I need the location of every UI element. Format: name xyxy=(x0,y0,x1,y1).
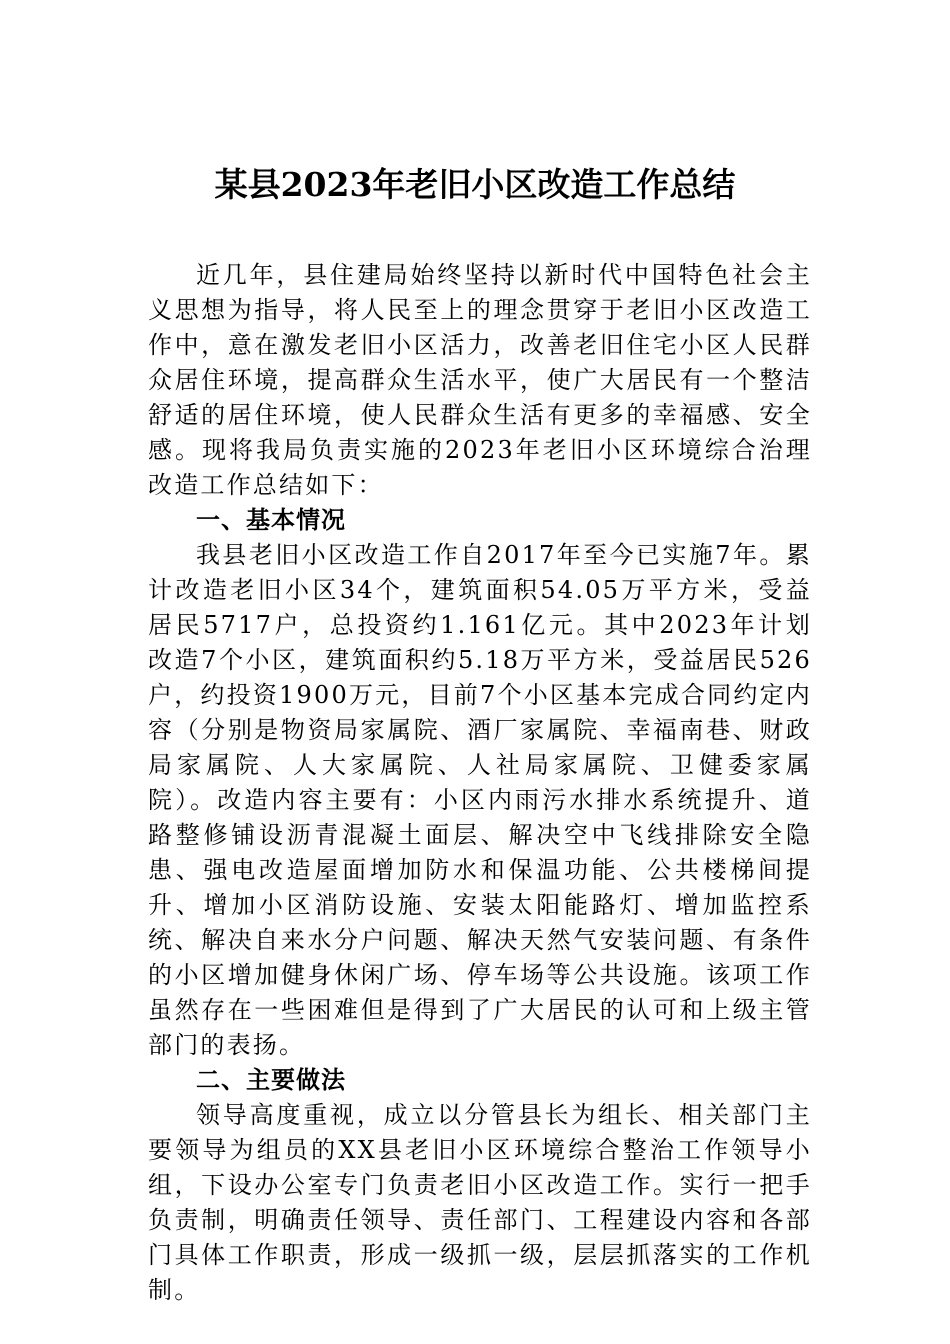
intro-paragraph: 近几年，县住建局始终坚持以新时代中国特色社会主义思想为指导，将人民至上的理念贯穿于老旧小区改造工作中，意在激发老旧小区活力，改善老旧住宅小区人民群众居住环境，提高群众生活水平，使广大居民有一个整洁舒适的居住环境，使人民群众生活有更多的幸福感、安全感。现将我局负责实施的2023年老旧小区环境综合治理改造工作总结如下： xyxy=(148,261,812,499)
section-paragraph-main-practices: 领导高度重视，成立以分管县长为组长、相关部门主要领导为组员的XX县老旧小区环境综合整治工作领导小组，下设办公室专门负责老旧小区改造工作。实行一把手负责制，明确责任领导、责任部门、工程建设内容和各部门具体工作职责，形成一级抓一级，层层抓落实的工作机制。 xyxy=(148,1101,812,1304)
document-title: 某县2023年老旧小区改造工作总结 xyxy=(214,165,736,204)
section-heading-basic-situation: 一、基本情况 xyxy=(196,506,346,534)
section-heading-main-practices: 二、主要做法 xyxy=(196,1066,346,1094)
section-paragraph-basic-situation: 我县老旧小区改造工作自2017年至今已实施7年。累计改造老旧小区34个，建筑面积54.05万平方米，受益居民5717户，总投资约1.161亿元。其中2023年计划改造7个小区，建筑面积约5.18万平方米，受益居民526户，约投资1900万元，目前7个小区基本完成合同约定内容（分别是物资局家属院、酒厂家属院、幸福南巷、财政局家属院、人大家属院、人社局家属院、卫健委家属院）。改造内容主要有：小区内雨污水排水系统提升、道路整修铺设沥青混凝土面层、解决空中飞线排除安全隐患、强电改造屋面增加防水和保温功能、公共楼梯间提升、增加小区消防设施、安装太阳能路灯、增加监控系统、解决自来水分户问题、解决天然气安装问题、有条件的小区增加健身休闲广场、停车场等公共设施。该项工作虽然存在一些困难但是得到了广大居民的认可和上级主管部门的表扬。 xyxy=(148,541,812,1059)
document-body xyxy=(148,258,812,1308)
